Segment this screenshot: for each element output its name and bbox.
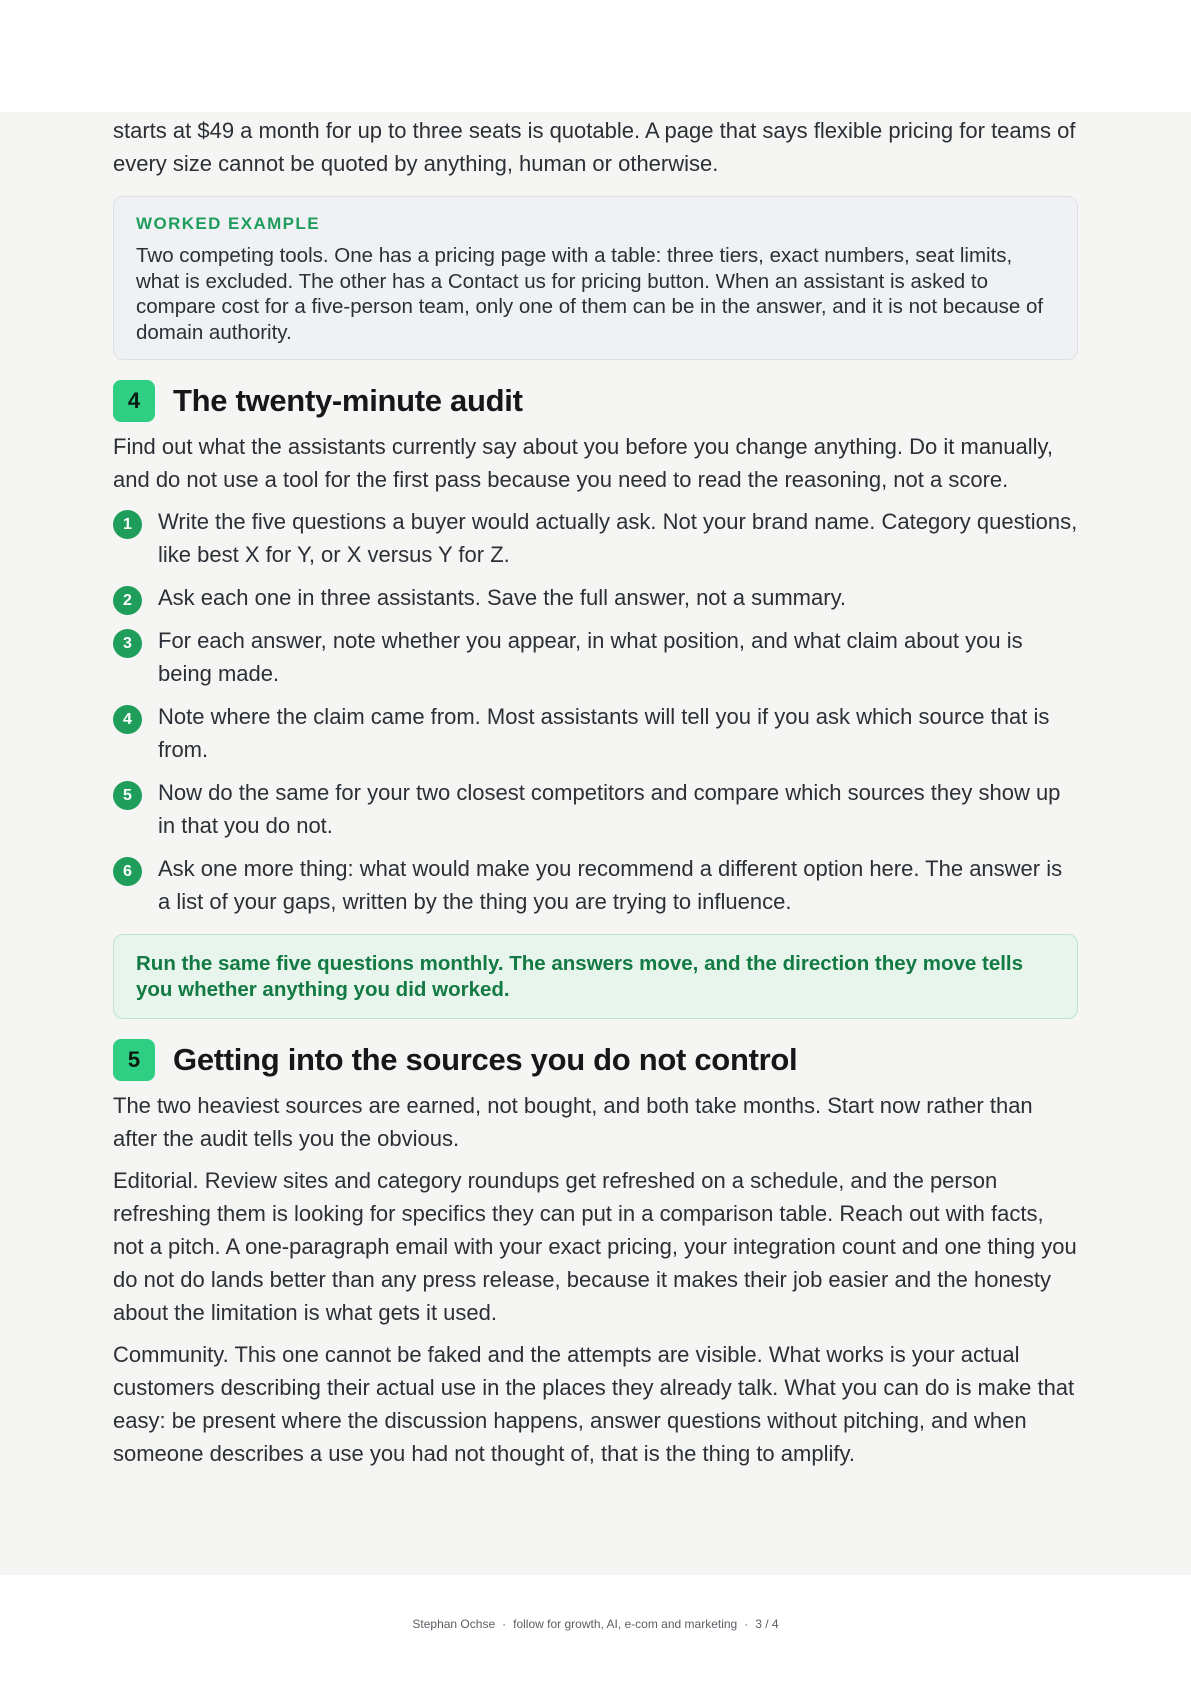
section-5-paragraph: The two heaviest sources are earned, not bought, and both take months. Start now rather than after the audit tells you the obvious.	[113, 1093, 1033, 1151]
footer-author: Stephan Ochse	[412, 1617, 496, 1631]
section-4-title: The twenty-minute audit	[173, 383, 523, 418]
step-number-badge: 3	[113, 629, 142, 658]
section-5-paragraph: Community. This one cannot be faked and the attempts are visible. What works is your actual customers describing their actual use in the places they already talk. What you can do is make that easy: be present where the discussion happens, answer questions without pitching, and when someone describes a use you had not thought of, that is the thing to amplify.	[113, 1342, 1075, 1466]
list-item	[113, 700, 1078, 766]
footer-separator: ·	[502, 1617, 507, 1631]
step-text: Ask one more thing: what would make you recommend a different option here. The answer is a list of your gaps, written by the thing you are trying to influence.	[158, 856, 1063, 914]
step-text: Write the five questions a buyer would actually ask. Not your brand name. Category questions, like best X for Y, or X versus Y for Z.	[158, 509, 1078, 567]
list-item	[113, 852, 1078, 918]
page-footer	[0, 1616, 1191, 1632]
step-number-badge: 4	[113, 705, 142, 734]
worked-example-label: WORKED EXAMPLE	[136, 214, 320, 233]
step-number-badge: 2	[113, 586, 142, 615]
step-text: Ask each one in three assistants. Save the full answer, not a summary.	[158, 585, 847, 610]
list-item	[113, 624, 1078, 690]
list-item	[113, 505, 1078, 571]
step-number-badge: 1	[113, 510, 142, 539]
step-number-badge: 6	[113, 857, 142, 886]
step-text: For each answer, note whether you appear, in what position, and what claim about you is being made.	[158, 628, 1023, 686]
tip-callout: Run the same five questions monthly. The answers move, and the direction they move tells you whether anything you did worked.	[113, 934, 1078, 1019]
section-5-number-badge: 5	[113, 1039, 155, 1081]
section-4-number-badge: 4	[113, 380, 155, 422]
document-content	[113, 112, 1078, 1470]
footer-page-number: 3 / 4	[755, 1617, 779, 1631]
list-item	[113, 581, 1078, 614]
step-number-badge: 5	[113, 781, 142, 810]
section-5-title: Getting into the sources you do not control	[173, 1042, 798, 1077]
section-5-heading	[113, 1038, 1078, 1082]
worked-example-callout	[113, 196, 1078, 360]
footer-separator: ·	[744, 1617, 749, 1631]
list-item	[113, 776, 1078, 842]
intro-paragraph: starts at $49 a month for up to three seats is quotable. A page that says flexible pricing for teams of every size cannot be quoted by anything, human or otherwise.	[113, 118, 1076, 176]
section-5-paragraph: Editorial. Review sites and category roundups get refreshed on a schedule, and the person refreshing them is looking for specifics they can put in a comparison table. Reach out with facts, not a pitch. A one-paragraph email with your exact pricing, your integration count and one thing you do not do lands better than any press release, because it makes their job easier and the honesty about the limitation is what gets it used.	[113, 1168, 1077, 1325]
audit-steps-list	[113, 505, 1078, 918]
page-body	[0, 112, 1191, 1575]
section-4-intro: Find out what the assistants currently say about you before you change anything. Do it manually, and do not use a tool for the first pass because you need to read the reasoning, not a score.	[113, 434, 1054, 492]
step-text: Now do the same for your two closest competitors and compare which sources they show up in that you do not.	[158, 780, 1061, 838]
footer-tagline: follow for growth, AI, e-com and marketing	[513, 1617, 738, 1631]
section-4-heading	[113, 379, 1078, 423]
worked-example-text: Two competing tools. One has a pricing page with a table: three tiers, exact numbers, seat limits, what is excluded. The other has a Contact us for pricing button. When an assistant is asked to compare cost for a five-person team, only one of them can be in the answer, and it is not because of domain authority.	[136, 244, 1044, 344]
step-text: Note where the claim came from. Most assistants will tell you if you ask which source that is from.	[158, 704, 1050, 762]
